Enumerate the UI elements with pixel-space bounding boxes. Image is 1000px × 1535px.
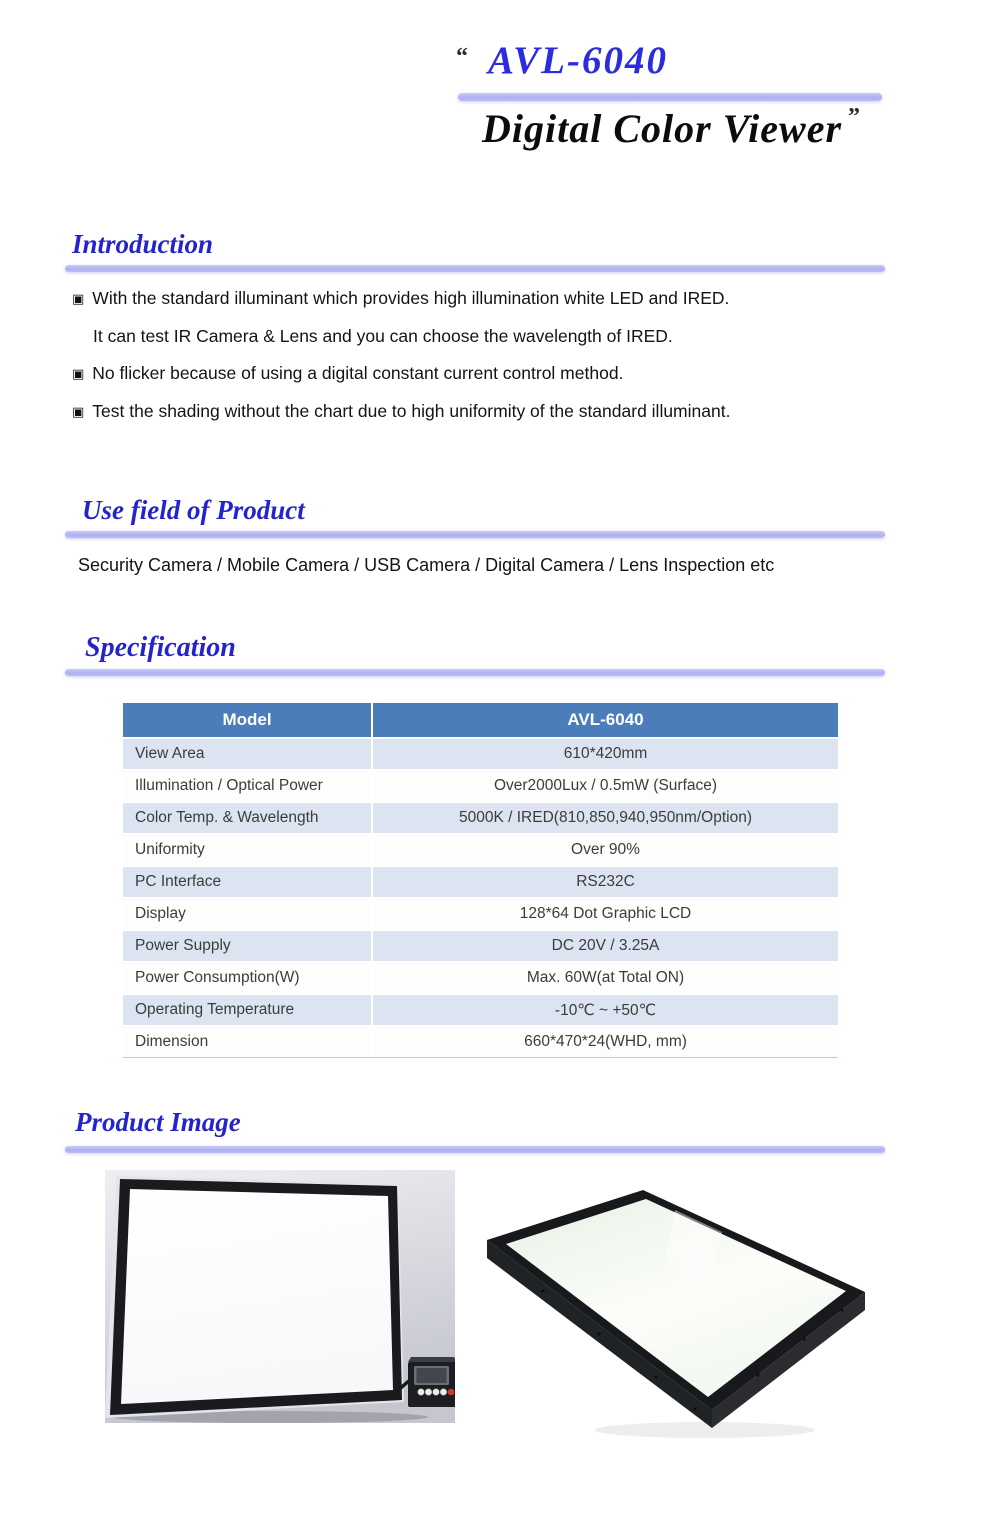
bullet-item xyxy=(72,288,912,310)
spec-table-row xyxy=(123,739,838,769)
spec-row-value: Over 90% xyxy=(571,841,640,858)
product-name-text: Digital Color Viewer xyxy=(482,106,843,151)
opening-quote: “ xyxy=(456,44,468,70)
spec-header-model: Model xyxy=(123,703,373,737)
spec-row-label: Color Temp. & Wavelength xyxy=(123,803,373,833)
spec-row-value: 610*420mm xyxy=(373,739,838,769)
product-image-heading: Product Image xyxy=(75,1107,241,1137)
bullet-text: With the standard illuminant which provides high illumination white LED and IRED. xyxy=(92,288,730,308)
square-bullet-icon: ▣ xyxy=(72,367,85,382)
spec-row-label: Uniformity xyxy=(123,835,373,865)
specification-table xyxy=(123,703,838,1058)
introduction-heading: Introduction xyxy=(72,229,214,259)
spec-row-label: Power Supply xyxy=(123,931,373,961)
spec-row-label: Power Consumption(W) xyxy=(123,963,373,993)
spec-row-label: View Area xyxy=(123,739,373,769)
spec-table-row xyxy=(123,995,838,1025)
front-view-illustration xyxy=(105,1170,455,1425)
spec-row-value: RS232C xyxy=(373,867,838,897)
spec-row-label: Operating Temperature xyxy=(123,995,373,1025)
spec-table-row xyxy=(123,867,838,897)
bullet-item xyxy=(72,363,912,385)
bullet-item xyxy=(72,401,912,423)
spec-table-row xyxy=(123,803,838,833)
square-bullet-icon: ▣ xyxy=(72,292,85,307)
spec-header-value: AVL-6040 xyxy=(567,710,644,729)
spec-row-value: DC 20V / 3.25A xyxy=(373,931,838,961)
spec-row-value: Over2000Lux / 0.5mW (Surface) xyxy=(493,777,718,794)
spec-row-value: 128*64 Dot Graphic LCD xyxy=(519,905,692,922)
spec-row-value: 5000K / IRED(810,850,940,950nm/Option) xyxy=(373,803,838,833)
use-field-divider-bar xyxy=(65,531,885,538)
spec-table-body xyxy=(123,739,838,1058)
product-photo-front-view xyxy=(105,1170,455,1425)
spec-table-row xyxy=(123,835,838,865)
product-photo-perspective-view xyxy=(470,1178,930,1463)
closing-quote: ” xyxy=(848,104,862,130)
spec-row-value: 660*470*24(WHD, mm) xyxy=(524,1033,687,1050)
square-bullet-icon: ▣ xyxy=(72,405,85,420)
spec-table-row xyxy=(123,963,838,993)
title-divider-bar xyxy=(458,93,882,101)
introduction-divider-bar xyxy=(65,265,885,272)
product-image-divider-bar xyxy=(65,1146,885,1153)
spec-table-row xyxy=(123,931,838,961)
spec-row-label: Dimension xyxy=(123,1027,373,1057)
spec-row-label: Display xyxy=(123,899,373,929)
bullet-text: No flicker because of using a digital constant current control method. xyxy=(92,363,624,383)
spec-table-row xyxy=(123,771,838,801)
introduction-bullet-list xyxy=(72,288,912,439)
specification-divider-bar xyxy=(65,669,885,676)
spec-row-value: -10℃ ~ +50℃ xyxy=(373,995,838,1025)
spec-table-row xyxy=(123,1027,838,1057)
spec-row-value: Max. 60W(at Total ON) xyxy=(526,969,685,986)
use-field-heading: Use field of Product xyxy=(82,495,305,525)
spec-table-header-row xyxy=(123,703,838,737)
spec-row-label: PC Interface xyxy=(123,867,373,897)
page-title-product-name xyxy=(482,104,861,152)
specification-heading: Specification xyxy=(85,632,236,663)
bullet-continuation-line xyxy=(93,326,912,347)
spec-row-label: Illumination / Optical Power xyxy=(123,771,373,801)
perspective-view-illustration xyxy=(470,1178,930,1463)
bullet-text: Test the shading without the chart due to high uniformity of the standard illuminant. xyxy=(92,401,731,421)
bullet-text: It can test IR Camera & Lens and you can choose the wavelength of IRED. xyxy=(93,326,673,346)
use-field-text: Security Camera / Mobile Camera / USB Camera / Digital Camera / Lens Inspection etc xyxy=(78,555,775,575)
spec-table-row xyxy=(123,899,838,929)
page-title-model: AVL-6040 xyxy=(488,39,668,82)
